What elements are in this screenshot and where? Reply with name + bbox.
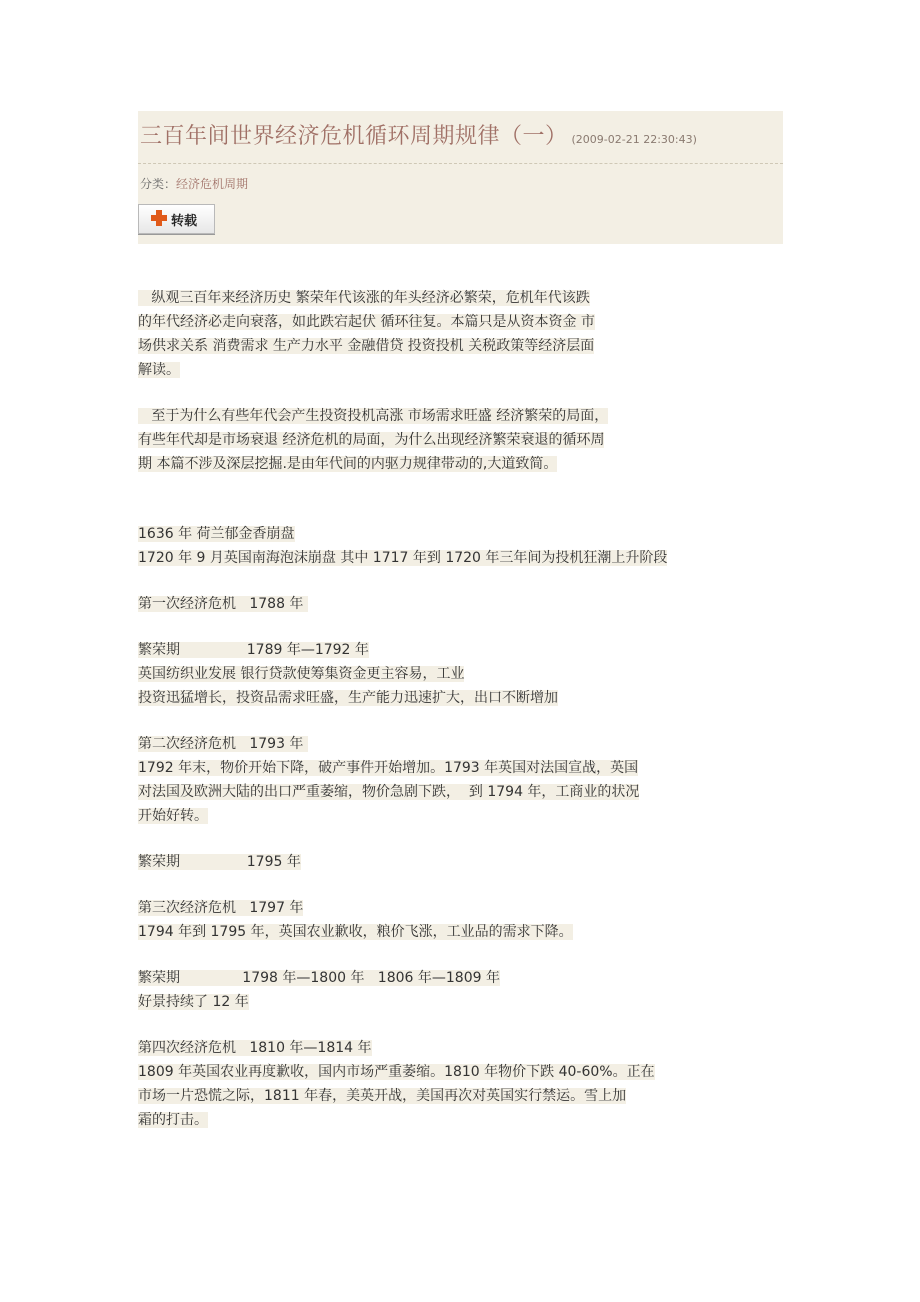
article-title: [140, 119, 697, 150]
paragraph: [138, 1036, 758, 1132]
text-line-content: 市场一片恐慌之际，1811 年春，美英开战，美国再次对英国实行禁运。雪上加: [138, 1088, 627, 1104]
text-line-content: 第四次经济危机 1810 年—1814 年: [138, 1040, 372, 1056]
text-line-content: 第三次经济危机 1797 年: [138, 900, 304, 916]
text-line: [138, 850, 758, 874]
paragraph-gap: [138, 570, 758, 592]
article-date: (2009-02-21 22:30:43): [571, 133, 697, 146]
text-line-content: 第一次经济危机 1788 年: [138, 596, 308, 612]
text-line: [138, 686, 758, 710]
text-line-content: 开始好转。: [138, 808, 208, 824]
paragraph: [138, 286, 758, 382]
text-line: [138, 310, 758, 334]
category-label: 分类：: [140, 177, 177, 191]
text-line: [138, 662, 758, 686]
text-line: [138, 756, 758, 780]
paragraph-gap: [138, 476, 758, 522]
article-title-text: 三百年间世界经济危机循环周期规律（一）: [140, 124, 568, 149]
article-body: [138, 286, 758, 1132]
text-line-content: 霜的打击。: [138, 1112, 208, 1128]
text-line-content: 繁荣期 1798 年—1800 年 1806 年—1809 年: [138, 970, 500, 986]
paragraph-gap: [138, 828, 758, 850]
category-link[interactable]: 经济危机周期: [176, 177, 249, 191]
text-line: [138, 522, 758, 546]
text-line: [138, 546, 758, 570]
paragraph: [138, 404, 758, 476]
article-header: [138, 111, 783, 244]
text-line: [138, 592, 758, 616]
paragraph-gap: [138, 616, 758, 638]
text-line: [138, 638, 758, 662]
text-line: [138, 1084, 758, 1108]
paragraph: [138, 522, 758, 570]
text-line: [138, 966, 758, 990]
text-line-content: 期 本篇不涉及深层挖掘.是由年代间的内驱力规律带动的,大道致简。: [138, 456, 558, 472]
text-line-content: 好景持续了 12 年: [138, 994, 249, 1010]
text-line: [138, 896, 758, 920]
paragraph: [138, 850, 758, 874]
text-line-content: 1792 年末，物价开始下降，破产事件开始增加。1793 年英国对法国宣战，英国: [138, 760, 639, 776]
text-line-content: 解读。: [138, 362, 180, 378]
text-line-content: 第二次经济危机 1793 年: [138, 736, 308, 752]
text-line-content: 英国纺织业发展 银行贷款使筹集资金更主容易，工业: [138, 666, 465, 682]
text-line-content: 繁荣期 1789 年—1792 年: [138, 642, 369, 658]
text-line-content: 1636 年 荷兰郁金香崩盘: [138, 526, 295, 542]
paragraph-gap: [138, 710, 758, 732]
text-line: [138, 404, 758, 428]
repost-label: 转载: [171, 214, 198, 229]
text-line: [138, 990, 758, 1014]
plus-icon: [151, 210, 167, 226]
text-line: [138, 920, 758, 944]
text-line-content: 场供求关系 消费需求 生产力水平 金融借贷 投资投机 关税政策等经济层面: [138, 338, 595, 354]
text-line-content: 1794 年到 1795 年，英国农业歉收，粮价飞涨，工业品的需求下降。: [138, 924, 573, 940]
text-line-content: 至于为什么有些年代会产生投资投机高涨 市场需求旺盛 经济繁荣的局面，: [138, 408, 609, 424]
text-line: [138, 804, 758, 828]
paragraph-gap: [138, 944, 758, 966]
paragraph: [138, 966, 758, 1014]
paragraph: [138, 732, 758, 828]
category-row: [140, 175, 248, 192]
text-line: [138, 334, 758, 358]
text-line-content: 的年代经济必走向衰落，如此跌宕起伏 循环往复。本篇只是从资本资金 市: [138, 314, 595, 330]
paragraph-gap: [138, 1014, 758, 1036]
paragraph: [138, 592, 758, 616]
text-line: [138, 452, 758, 476]
text-line: [138, 358, 758, 382]
paragraph-gap: [138, 382, 758, 404]
text-line-content: 1809 年英国农业再度歉收，国内市场严重萎缩。1810 年物价下跌 40-60%。正在: [138, 1064, 655, 1080]
text-line-content: 繁荣期 1795 年: [138, 854, 301, 870]
text-line-content: 对法国及欧洲大陆的出口严重萎缩，物价急剧下跌， 到 1794 年，工商业的状况: [138, 784, 640, 800]
text-line-content: 纵观三百年来经济历史 繁荣年代该涨的年头经济必繁荣，危机年代该跌: [138, 290, 590, 306]
text-line: [138, 1060, 758, 1084]
text-line-content: 有些年代却是市场衰退 经济危机的局面，为什么出现经济繁荣衰退的循环周: [138, 432, 605, 448]
text-line: [138, 1036, 758, 1060]
text-line: [138, 732, 758, 756]
paragraph: [138, 896, 758, 944]
text-line: [138, 1108, 758, 1132]
text-line: [138, 780, 758, 804]
paragraph-gap: [138, 874, 758, 896]
text-line-content: 1720 年 9 月英国南海泡沫崩盘 其中 1717 年到 1720 年三年间为投机狂潮上升阶段: [138, 550, 668, 566]
title-row: [138, 111, 783, 164]
repost-button[interactable]: [138, 204, 215, 234]
text-line-content: 投资迅猛增长，投资品需求旺盛，生产能力迅速扩大，出口不断增加: [138, 690, 558, 706]
text-line: [138, 428, 758, 452]
paragraph: [138, 638, 758, 710]
text-line: [138, 286, 758, 310]
